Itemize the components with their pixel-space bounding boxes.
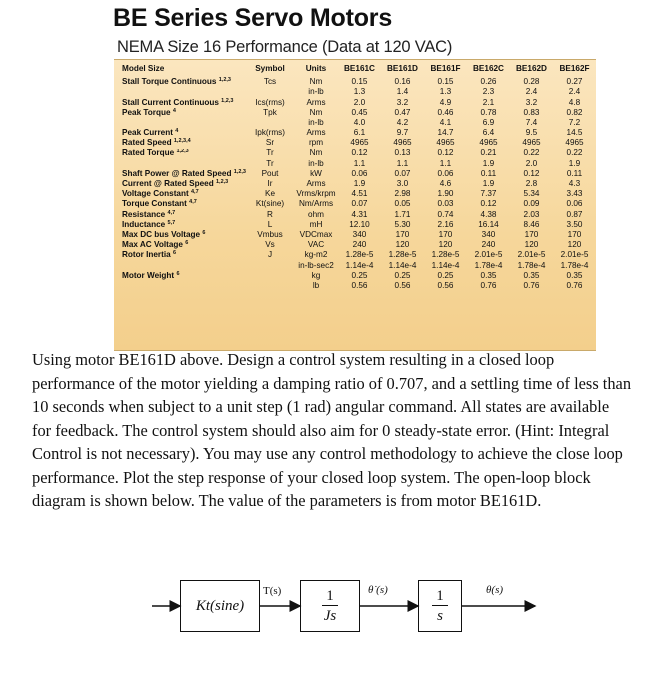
spec-cell: 2.0 [353, 97, 366, 107]
spec-row-unit: kW [310, 168, 322, 178]
spec-row [114, 261, 596, 271]
spec-cell: 120 [567, 240, 582, 250]
spec-cell: 7.2 [568, 117, 581, 127]
spec-cell: 1.90 [437, 189, 454, 199]
spec-cell: 1.14e-4 [345, 260, 374, 270]
spec-row-footnote: 6 [202, 230, 206, 236]
spec-col-header: BE161D [387, 63, 418, 73]
spec-cell: 170 [567, 230, 582, 239]
spec-row-symbol [246, 271, 294, 281]
spec-cell: 0.25 [351, 270, 368, 280]
spec-row [114, 149, 596, 159]
spec-cell: 0.46 [437, 107, 454, 117]
spec-row-symbol: L [267, 219, 273, 229]
spec-cell: 0.56 [437, 280, 454, 290]
spec-cell: 3.0 [396, 179, 409, 189]
spec-cell: 0.76 [480, 280, 497, 290]
spec-row-unit: kg [311, 270, 321, 280]
spec-row [114, 281, 596, 291]
spec-cell: 2.8 [525, 179, 538, 189]
spec-cell: 1.1 [439, 158, 452, 168]
page-title: BE Series Servo Motors [113, 4, 393, 32]
spec-row-name: Peak Torque $^4$ [122, 107, 176, 117]
torque-constant-label: Kt(sine) [195, 597, 245, 614]
spec-row-symbol: Sr [265, 138, 275, 148]
spec-cell: 120 [395, 240, 410, 250]
spec-cell: 0.12 [351, 148, 368, 158]
spec-cell: 6.4 [482, 128, 495, 138]
torque-constant-block [180, 580, 260, 632]
spec-row-name: Voltage Constant $^{4,7}$ [122, 189, 199, 199]
spec-cell: 8.46 [523, 219, 540, 229]
spec-col-header: BE162F [559, 63, 590, 73]
spec-cell: 1.14e-4 [388, 260, 417, 270]
spec-row-footnote: 1,2,3 [176, 148, 189, 155]
spec-row-footnote: 5,7 [167, 219, 176, 226]
spec-row-footnote: 4,7 [189, 199, 197, 206]
spec-row-unit: VDCmax [299, 230, 333, 239]
spec-row-footnote: 4 [175, 128, 179, 135]
spec-row-symbol: Vmbus [257, 230, 283, 239]
spec-cell: 4965 [479, 138, 498, 148]
spec-cell: 1.3 [353, 87, 366, 97]
spec-cell: 7.4 [525, 117, 538, 127]
spec-row-unit: Arms [306, 179, 326, 189]
spec-row-name: Peak Current $^4$ [122, 128, 179, 138]
spec-cell: 4.9 [439, 97, 452, 107]
spec-row-symbol: Tr [266, 158, 274, 168]
spec-row-name [114, 118, 246, 128]
spec-table [114, 60, 596, 291]
spec-cell: 6.1 [353, 128, 366, 138]
spec-row-footnote: 1,2,3,4 [173, 138, 191, 145]
spec-cell: 0.07 [351, 199, 368, 209]
spec-row [114, 87, 596, 97]
spec-cell: 2.01e-5 [560, 250, 589, 260]
spec-cell: 0.15 [437, 77, 454, 87]
spec-row-unit: Arms [306, 128, 326, 138]
spec-row-name: Max AC Voltage $^6$ [122, 240, 189, 250]
spec-cell: 120 [524, 240, 539, 250]
spec-row [114, 250, 596, 260]
spec-cell: 2.4 [568, 87, 581, 97]
spec-cell: 2.01e-5 [474, 250, 503, 260]
block-diagram [150, 570, 540, 660]
spec-row-symbol: Tr [266, 148, 274, 158]
spec-row-footnote: 6 [176, 270, 180, 277]
spec-cell: 4965 [522, 138, 541, 148]
spec-table-header [114, 60, 596, 77]
spec-cell: 3.2 [525, 97, 538, 107]
spec-row-footnote: 1,2,3 [215, 179, 229, 186]
spec-cell: 2.01e-5 [517, 250, 546, 260]
spec-col-header: Symbol [255, 63, 285, 73]
spec-cell: 0.47 [394, 107, 411, 117]
spec-cell: 240 [352, 240, 367, 250]
spec-row-symbol: Ke [264, 189, 275, 199]
spec-row-symbol [246, 281, 294, 291]
spec-row-unit: ohm [308, 209, 324, 219]
spec-cell: 340 [352, 230, 367, 239]
spec-cell: 0.13 [394, 148, 411, 158]
spec-row-name: Current @ Rated Speed $^{1,2,3}$ [122, 179, 229, 189]
spec-cell: 0.22 [566, 148, 583, 158]
spec-cell: 0.06 [351, 168, 368, 178]
spec-row-footnote: 4 [172, 107, 176, 114]
inertia-block [300, 580, 360, 632]
spec-row [114, 77, 596, 87]
spec-row-unit: in-lb-sec2 [298, 260, 334, 270]
spec-cell: 4965 [393, 138, 412, 148]
spec-row-footnote: 6 [185, 240, 189, 247]
spec-cell: 1.3 [439, 87, 452, 97]
angle-signal-label: θ(s) [486, 584, 504, 596]
spec-row-unit: rpm [308, 138, 324, 148]
spec-cell: 9.5 [525, 128, 538, 138]
spec-cell: 6.9 [482, 117, 495, 127]
spec-cell: 0.56 [394, 280, 411, 290]
spec-cell: 0.87 [566, 209, 583, 219]
spec-row-name: Stall Torque Continuous $^{1,2,3}$ [122, 77, 231, 87]
spec-cell: 0.16 [394, 77, 411, 87]
spec-row-symbol: Ics(rms) [255, 97, 285, 107]
spec-cell: 5.30 [394, 219, 411, 229]
spec-col-header: BE162C [473, 63, 504, 73]
spec-cell: 2.4 [525, 87, 538, 97]
spec-row-unit: VAC [307, 240, 325, 250]
spec-cell: 12.10 [349, 219, 370, 229]
spec-cell: 2.03 [523, 209, 540, 219]
spec-row [114, 108, 596, 118]
spec-col-header: BE161F [430, 63, 461, 73]
integrator-denominator: s [437, 607, 443, 624]
spec-row-unit: in-lb [308, 87, 324, 97]
spec-cell: 0.07 [394, 168, 411, 178]
spec-row-unit: kg-m2 [304, 250, 328, 260]
spec-row-name: Motor Weight $^6$ [122, 270, 180, 280]
spec-row-name [114, 281, 246, 291]
spec-cell: 0.11 [566, 168, 583, 178]
spec-col-header: BE161C [344, 63, 375, 73]
spec-cell: 2.1 [482, 97, 495, 107]
spec-cell: 0.11 [480, 168, 497, 178]
spec-row-symbol: Pout [261, 168, 279, 178]
spec-cell: 120 [438, 240, 453, 250]
spec-cell: 1.78e-4 [474, 260, 503, 270]
spec-cell: 0.82 [566, 107, 583, 117]
spec-cell: 14.5 [566, 128, 583, 138]
spec-row-name: Shaft Power @ Rated Speed $^{1,2,3}$ [122, 168, 246, 178]
spec-cell: 0.03 [437, 199, 454, 209]
spec-row-footnote: 4,7 [167, 209, 176, 216]
spec-col-header: Model Size [122, 63, 165, 73]
spec-row-name: Max DC bus Voltage $^6$ [122, 230, 206, 239]
spec-row-footnote: 1,2,3 [233, 168, 246, 175]
spec-row [114, 179, 596, 189]
spec-row-footnote: 1,2,3 [218, 77, 231, 84]
spec-row-symbol: Tpk [263, 107, 277, 117]
spec-row-unit: Arms [306, 97, 326, 107]
spec-cell: 0.76 [566, 280, 583, 290]
spec-cell: 0.26 [480, 77, 497, 87]
spec-col-header: Units [305, 63, 327, 73]
spec-cell: 4.51 [351, 189, 368, 199]
spec-cell: 0.12 [523, 168, 540, 178]
spec-cell: 3.43 [566, 189, 583, 199]
spec-cell: 0.35 [566, 270, 583, 280]
spec-row [114, 240, 596, 250]
spec-row-name: Resistance $^{4,7}$ [122, 209, 176, 219]
spec-col-header: BE162D [516, 63, 547, 73]
spec-cell: 1.28e-5 [388, 250, 417, 260]
spec-cell: 1.1 [396, 158, 409, 168]
spec-cell: 14.7 [437, 128, 454, 138]
spec-cell: 16.14 [478, 219, 499, 229]
spec-row [114, 169, 596, 179]
spec-row [114, 189, 596, 199]
spec-cell: 1.9 [568, 158, 581, 168]
spec-cell: 0.27 [566, 77, 583, 87]
inertia-denominator: Js [323, 607, 337, 624]
spec-row-symbol [246, 261, 294, 271]
spec-row-symbol: Tcs [263, 77, 277, 87]
spec-cell: 0.09 [523, 199, 540, 209]
spec-cell: 0.28 [523, 77, 540, 87]
spec-cell: 1.78e-4 [517, 260, 546, 270]
spec-row [114, 199, 596, 209]
spec-cell: 4.6 [439, 179, 452, 189]
spec-row-symbol: Ir [267, 179, 273, 189]
spec-row [114, 128, 596, 138]
spec-cell: 1.4 [396, 87, 409, 97]
spec-cell: 4.1 [439, 117, 452, 127]
spec-row [114, 230, 596, 240]
spec-row-name [114, 261, 246, 271]
spec-cell: 1.9 [482, 179, 495, 189]
spec-cell: 0.78 [480, 107, 497, 117]
spec-row-symbol [246, 118, 294, 128]
spec-row [114, 138, 596, 148]
spec-cell: 0.76 [523, 280, 540, 290]
spec-cell: 4.2 [396, 117, 409, 127]
spec-row-footnote: 1,2,3 [221, 97, 234, 104]
problem-statement: Using motor BE161D above. Design a control system resulting in a closed loop performance of the motor yielding a damping ratio of 0.707, and a settling time of less than 10 seconds when subject to a unit step (1 rad) angular command. All states are available for feedback. The control system should also aim for 0 steady-state error. (Hint: Integral Control is not necessary). You may use any control methodology to achieve the close loop performance. Plot the step response of your closed loop system. The open-loop block diagram is shown below. The value of the parameters is from motor BE161D. [32, 350, 632, 510]
spec-cell: 1.1 [353, 158, 366, 168]
spec-cell: 340 [481, 230, 496, 239]
spec-cell: 4.38 [480, 209, 497, 219]
spec-row-unit: mH [309, 219, 323, 229]
spec-cell: 0.56 [351, 280, 368, 290]
spec-cell: 2.98 [394, 189, 411, 199]
inertia-numerator: 1 [322, 587, 338, 606]
integrator-numerator: 1 [432, 587, 448, 606]
velocity-signal-label: θ̇ (s) [368, 584, 388, 596]
spec-cell: 0.05 [394, 199, 411, 209]
spec-cell: 1.78e-4 [560, 260, 589, 270]
spec-row-symbol: Kt(sine) [255, 199, 285, 209]
spec-cell: 3.50 [566, 219, 583, 229]
spec-cell: 4.3 [568, 179, 581, 189]
spec-cell: 3.2 [396, 97, 409, 107]
spec-cell: 2.16 [437, 219, 454, 229]
spec-cell: 0.06 [566, 199, 583, 209]
spec-cell: 4.0 [353, 117, 366, 127]
spec-cell: 7.37 [480, 189, 497, 199]
spec-cell: 4965 [565, 138, 584, 148]
spec-cell: 0.06 [437, 168, 454, 178]
spec-cell: 170 [438, 230, 453, 239]
spec-row-symbol: Vs [265, 240, 275, 250]
spec-cell: 0.12 [437, 148, 454, 158]
spec-cell: 0.21 [480, 148, 497, 158]
spec-cell: 170 [524, 230, 539, 239]
spec-cell: 0.35 [480, 270, 497, 280]
spec-row-unit: Nm [309, 107, 323, 117]
spec-row-footnote: 4,7 [191, 189, 199, 196]
spec-row-unit: in-lb [308, 158, 324, 168]
spec-row-unit: Nm/Arms [298, 199, 334, 209]
spec-row-unit: Nm [309, 77, 323, 87]
spec-row-name: Torque Constant $^{4,7}$ [122, 199, 197, 209]
spec-cell: 0.83 [523, 107, 540, 117]
spec-cell: 170 [395, 230, 410, 239]
spec-row-unit: in-lb [308, 117, 324, 127]
spec-cell: 0.22 [523, 148, 540, 158]
spec-row [114, 98, 596, 108]
integrator-block [418, 580, 462, 632]
spec-row-symbol: J [267, 250, 273, 260]
spec-cell: 240 [481, 240, 496, 250]
spec-cell: 1.14e-4 [431, 260, 460, 270]
spec-row [114, 220, 596, 230]
spec-cell: 1.9 [482, 158, 495, 168]
spec-cell: 0.15 [351, 77, 368, 87]
spec-row-footnote: 6 [172, 250, 177, 257]
spec-cell: 4.31 [351, 209, 368, 219]
spec-row-name: Rated Torque $^{1,2,3}$ [122, 148, 189, 158]
spec-row-unit: Vrms/krpm [296, 189, 336, 199]
spec-row-name: Stall Current Continuous $^{1,2,3}$ [122, 97, 234, 107]
spec-cell: 1.71 [394, 209, 411, 219]
spec-row [114, 271, 596, 281]
spec-cell: 0.74 [437, 209, 454, 219]
spec-row [114, 210, 596, 220]
spec-row [114, 159, 596, 169]
spec-row-name: Rated Speed $^{1,2,3,4}$ [122, 138, 191, 148]
spec-table-panel [114, 59, 596, 351]
spec-cell: 5.34 [523, 189, 540, 199]
spec-row [114, 118, 596, 128]
spec-cell: 4965 [350, 138, 369, 148]
spec-cell: 4965 [436, 138, 455, 148]
spec-row-name: Inductance $^{5,7}$ [122, 219, 176, 229]
spec-cell: 1.28e-5 [345, 250, 374, 260]
spec-row-unit: lb [312, 280, 320, 290]
spec-cell: 0.25 [394, 270, 411, 280]
spec-row-name [114, 159, 246, 169]
spec-cell: 0.35 [523, 270, 540, 280]
spec-cell: 0.12 [480, 199, 497, 209]
spec-cell: 0.25 [437, 270, 454, 280]
spec-cell: 4.8 [568, 97, 581, 107]
page-subtitle: NEMA Size 16 Performance (Data at 120 VAC) [117, 38, 453, 56]
spec-row-symbol [246, 87, 294, 97]
spec-cell: 9.7 [396, 128, 409, 138]
spec-cell: 0.45 [351, 107, 368, 117]
spec-cell: 1.28e-5 [431, 250, 460, 260]
spec-cell: 2.0 [525, 158, 538, 168]
spec-row-symbol: R [267, 209, 273, 219]
spec-row-name: Rotor Inertia $^6$ [122, 250, 177, 260]
torque-signal-label: T(s) [263, 585, 282, 597]
spec-row-unit: Nm [309, 148, 323, 158]
spec-row-name [114, 87, 246, 97]
spec-row-symbol: Ipk(rms) [254, 128, 285, 138]
spec-cell: 1.9 [353, 179, 366, 189]
spec-cell: 2.3 [482, 87, 495, 97]
